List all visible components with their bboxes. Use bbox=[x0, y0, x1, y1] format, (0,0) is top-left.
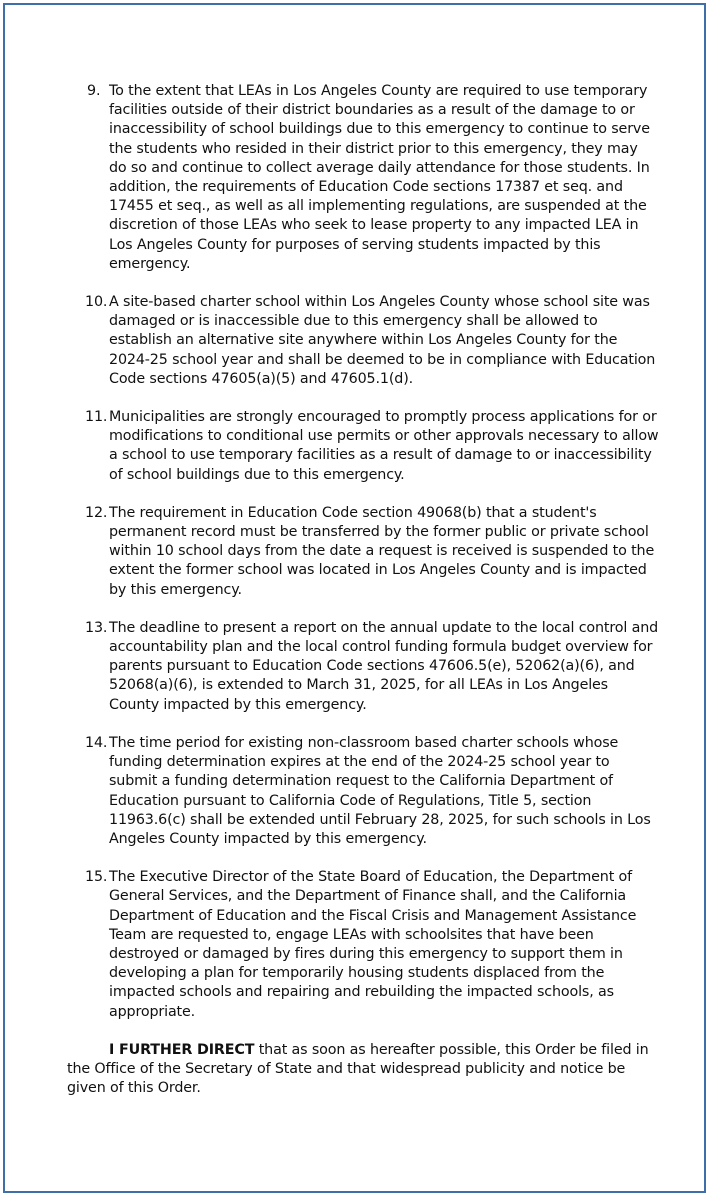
item-number: 9. bbox=[87, 83, 101, 99]
item-number: 15. bbox=[85, 869, 108, 886]
item-number: 11. bbox=[85, 409, 108, 426]
list-item bbox=[67, 868, 659, 1022]
item-number: 13. bbox=[85, 619, 108, 636]
closing-paragraph bbox=[67, 1041, 659, 1099]
document-body bbox=[67, 82, 659, 1113]
item-number: 12. bbox=[85, 504, 108, 521]
list-item bbox=[67, 408, 659, 485]
item-number: 10. bbox=[85, 294, 108, 311]
item-text: The requirement in Education Code section 49068(b) that a student's permanent record must be transferred by the former public or private school within 10 school days from the date a request is received is suspended to the extent the former school was located in Los Angeles County and is impacted by this emergency. bbox=[109, 504, 655, 598]
item-text: The Executive Director of the State Board of Education, the Department of General Services, and the Department of Finance shall, and the California Department of Education and the Fiscal Crisis and Management Assistance Team are requested to, engage LEAs with schoolsites that have been destroyed or damaged by fires during this emergency to support them in developing a plan for temporarily housing students displaced from the impacted schools and repairing and rebuilding the impacted schools, as appropriate. bbox=[109, 869, 637, 1020]
list-item bbox=[67, 504, 659, 600]
item-text: The deadline to present a report on the annual update to the local control and accountability plan and the local control funding formula budget overview for parents pursuant to Education Code sections 47606.5(e), 52062(a)(6), and 52068(a)(6), is extended to March 31, 2025, for all LEAs in Los Angeles County impacted by this emergency. bbox=[109, 619, 659, 713]
list-item bbox=[67, 734, 659, 849]
list-item bbox=[67, 293, 659, 389]
closing-text: that as soon as hereafter possible, this Order be filed in the Office of the Secretary of State and that widespread publicity and notice be given of this Order. bbox=[67, 1041, 649, 1097]
item-number: 14. bbox=[85, 734, 108, 751]
item-text: The time period for existing non-classroom based charter schools whose funding determination expires at the end of the 2024-25 school year to submit a funding determination request to the California Department of Education pursuant to California Code of Regulations, Title 5, section 11963.6(c) shall be extended until February 28, 2025, for such schools in Los Angeles County impacted by this emergency. bbox=[109, 734, 651, 847]
list-item bbox=[67, 82, 659, 274]
closing-lead: I FURTHER DIRECT bbox=[109, 1041, 255, 1058]
item-text: Municipalities are strongly encouraged to promptly process applications for or modifications to conditional use permits or other approvals necessary to allow a school to use temporary facilities as a result of damage to or inaccessibility of school buildings due to this emergency. bbox=[109, 409, 659, 483]
item-text: A site-based charter school within Los Angeles County whose school site was damaged or is inaccessible due to this emergency shall be allowed to establish an alternative site anywhere within Los Angeles County for the 2024-25 school year and shall be deemed to be in compliance with Education Code sections 47605(a)(5) and 47605.1(d). bbox=[109, 294, 656, 387]
item-text: To the extent that LEAs in Los Angeles County are required to use temporary facilities outside of their district boundaries as a result of the damage to or inaccessibility of school buildings due to this emergency to continue to serve the students who resided in their district prior to this emergency, they may do so and continue to collect average daily attendance for those students. In addition, the requirements of Education Code sections 17387 et seq. and 17455 et seq., as well as all implementing regulations, are suspended at the discretion of those LEAs who seek to lease property to any impacted LEA in Los Angeles County for purposes of serving students impacted by this emergency. bbox=[109, 83, 650, 272]
list-item bbox=[67, 619, 659, 715]
